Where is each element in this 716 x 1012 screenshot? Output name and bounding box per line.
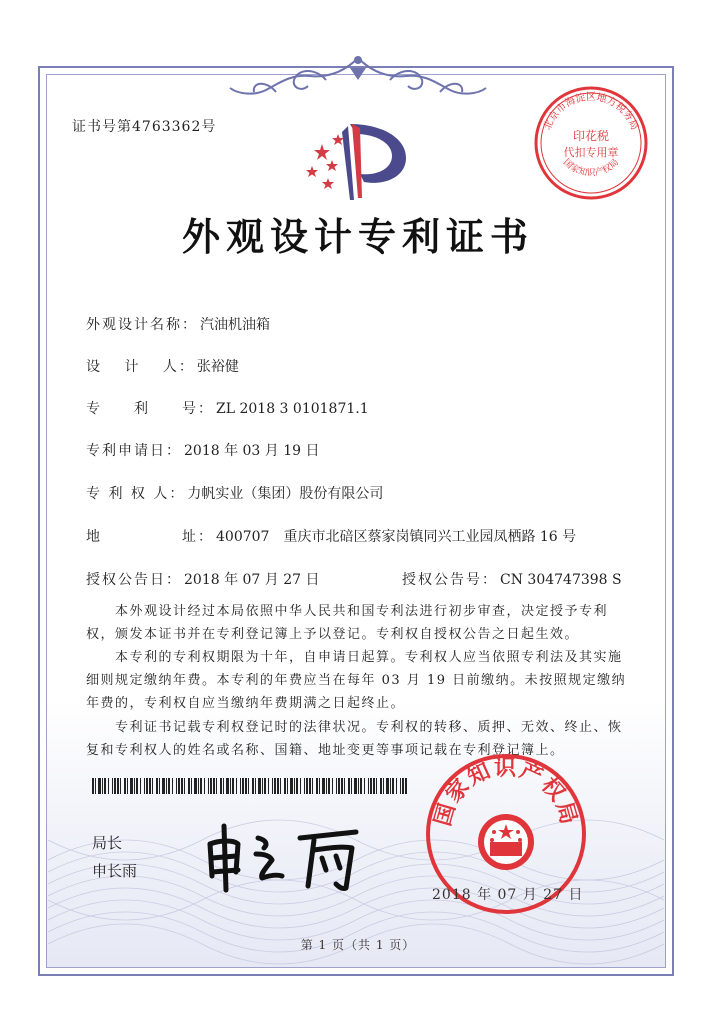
tax-seal-line-2: 代扣专用章 [563,146,619,159]
svg-text:北京市海淀区地方税务局 [541,90,641,132]
barcode-graphic [92,778,410,794]
field-value: 2018 年 03 月 19 日 [184,443,320,459]
certificate-number: 证书号第4763362号 [72,119,217,135]
tax-seal [532,84,650,202]
tax-seal-arc-text: 北京市海淀区地方税务局 [542,92,640,132]
field-label: 设 计 人： [86,359,195,375]
field-label: 地 址： [86,529,214,545]
national-emblem-icon [478,814,534,870]
frame-ornament [226,50,490,100]
field-designer [86,356,239,376]
field-value: 力帆实业（集团）股份有限公司 [187,486,384,502]
svg-text:国家知识产权局 [561,157,621,179]
field-grant-number [402,569,622,589]
director-title: 局长 [92,834,123,852]
field-label: 授权公告日： [86,572,182,588]
field-patent-number [86,398,369,418]
field-label: 专 利 权 人： [86,486,186,502]
field-value: 汽油机油箱 [200,317,270,333]
patent-office-logo [302,120,414,202]
field-value: ZL 2018 3 0101871.1 [216,401,369,417]
field-address [86,526,576,546]
paragraph-1: 本外观设计经过本局依照中华人民共和国专利法进行初步审查，决定授予专利权，颁发本证书并在专利登记簿上予以登记。专利权自授权公告之日起生效。 [86,604,609,642]
field-label: 专利申请日： [86,443,182,459]
field-design-name [86,314,270,334]
director-name: 申长雨 [92,862,138,880]
field-patentee [86,483,383,503]
page-number: 第 1 页（共 1 页） [300,938,416,952]
seal-date: 2018 年 07 月 27 日 [432,887,584,903]
field-grant-date [86,569,320,589]
seal-arc-text: 国家知识产权局 [430,756,582,829]
field-value: CN 304747398 S [500,572,622,588]
tax-seal-line-1: 印花税 [572,129,610,143]
tax-seal-bottom-text: 国家知识产权局 [560,157,622,179]
field-application-date [86,440,320,460]
certificate-title: 外观设计专利证书 [181,214,534,259]
handwritten-signature [196,814,376,894]
field-label: 授权公告号： [402,572,498,588]
field-value: 张裕健 [196,359,239,375]
field-label: 外观设计名称： [86,317,198,333]
field-value: 400707 重庆市北碚区蔡家岗镇同兴工业园凤栖路 16 号 [216,529,577,545]
field-value: 2018 年 07 月 27 日 [184,572,320,588]
paragraph-3: 专利证书记载专利权登记时的法律状况。专利权的转移、质押、无效、终止、恢复和专利权人的姓名或名称、国籍、地址变更等事项记载在专利登记簿上。 [86,720,623,758]
field-label: 专 利 号： [86,401,214,417]
paragraph-2: 本专利的专利权期限为十年，自申请日起算。专利权人应当依照专利法及其实施细则规定缴纳年费。本专利的年费应当在每年 03 月 19 日前缴纳。未按照规定缴纳年费的，专利权自应当缴纳年费期满之日起终止。 [86,650,627,711]
